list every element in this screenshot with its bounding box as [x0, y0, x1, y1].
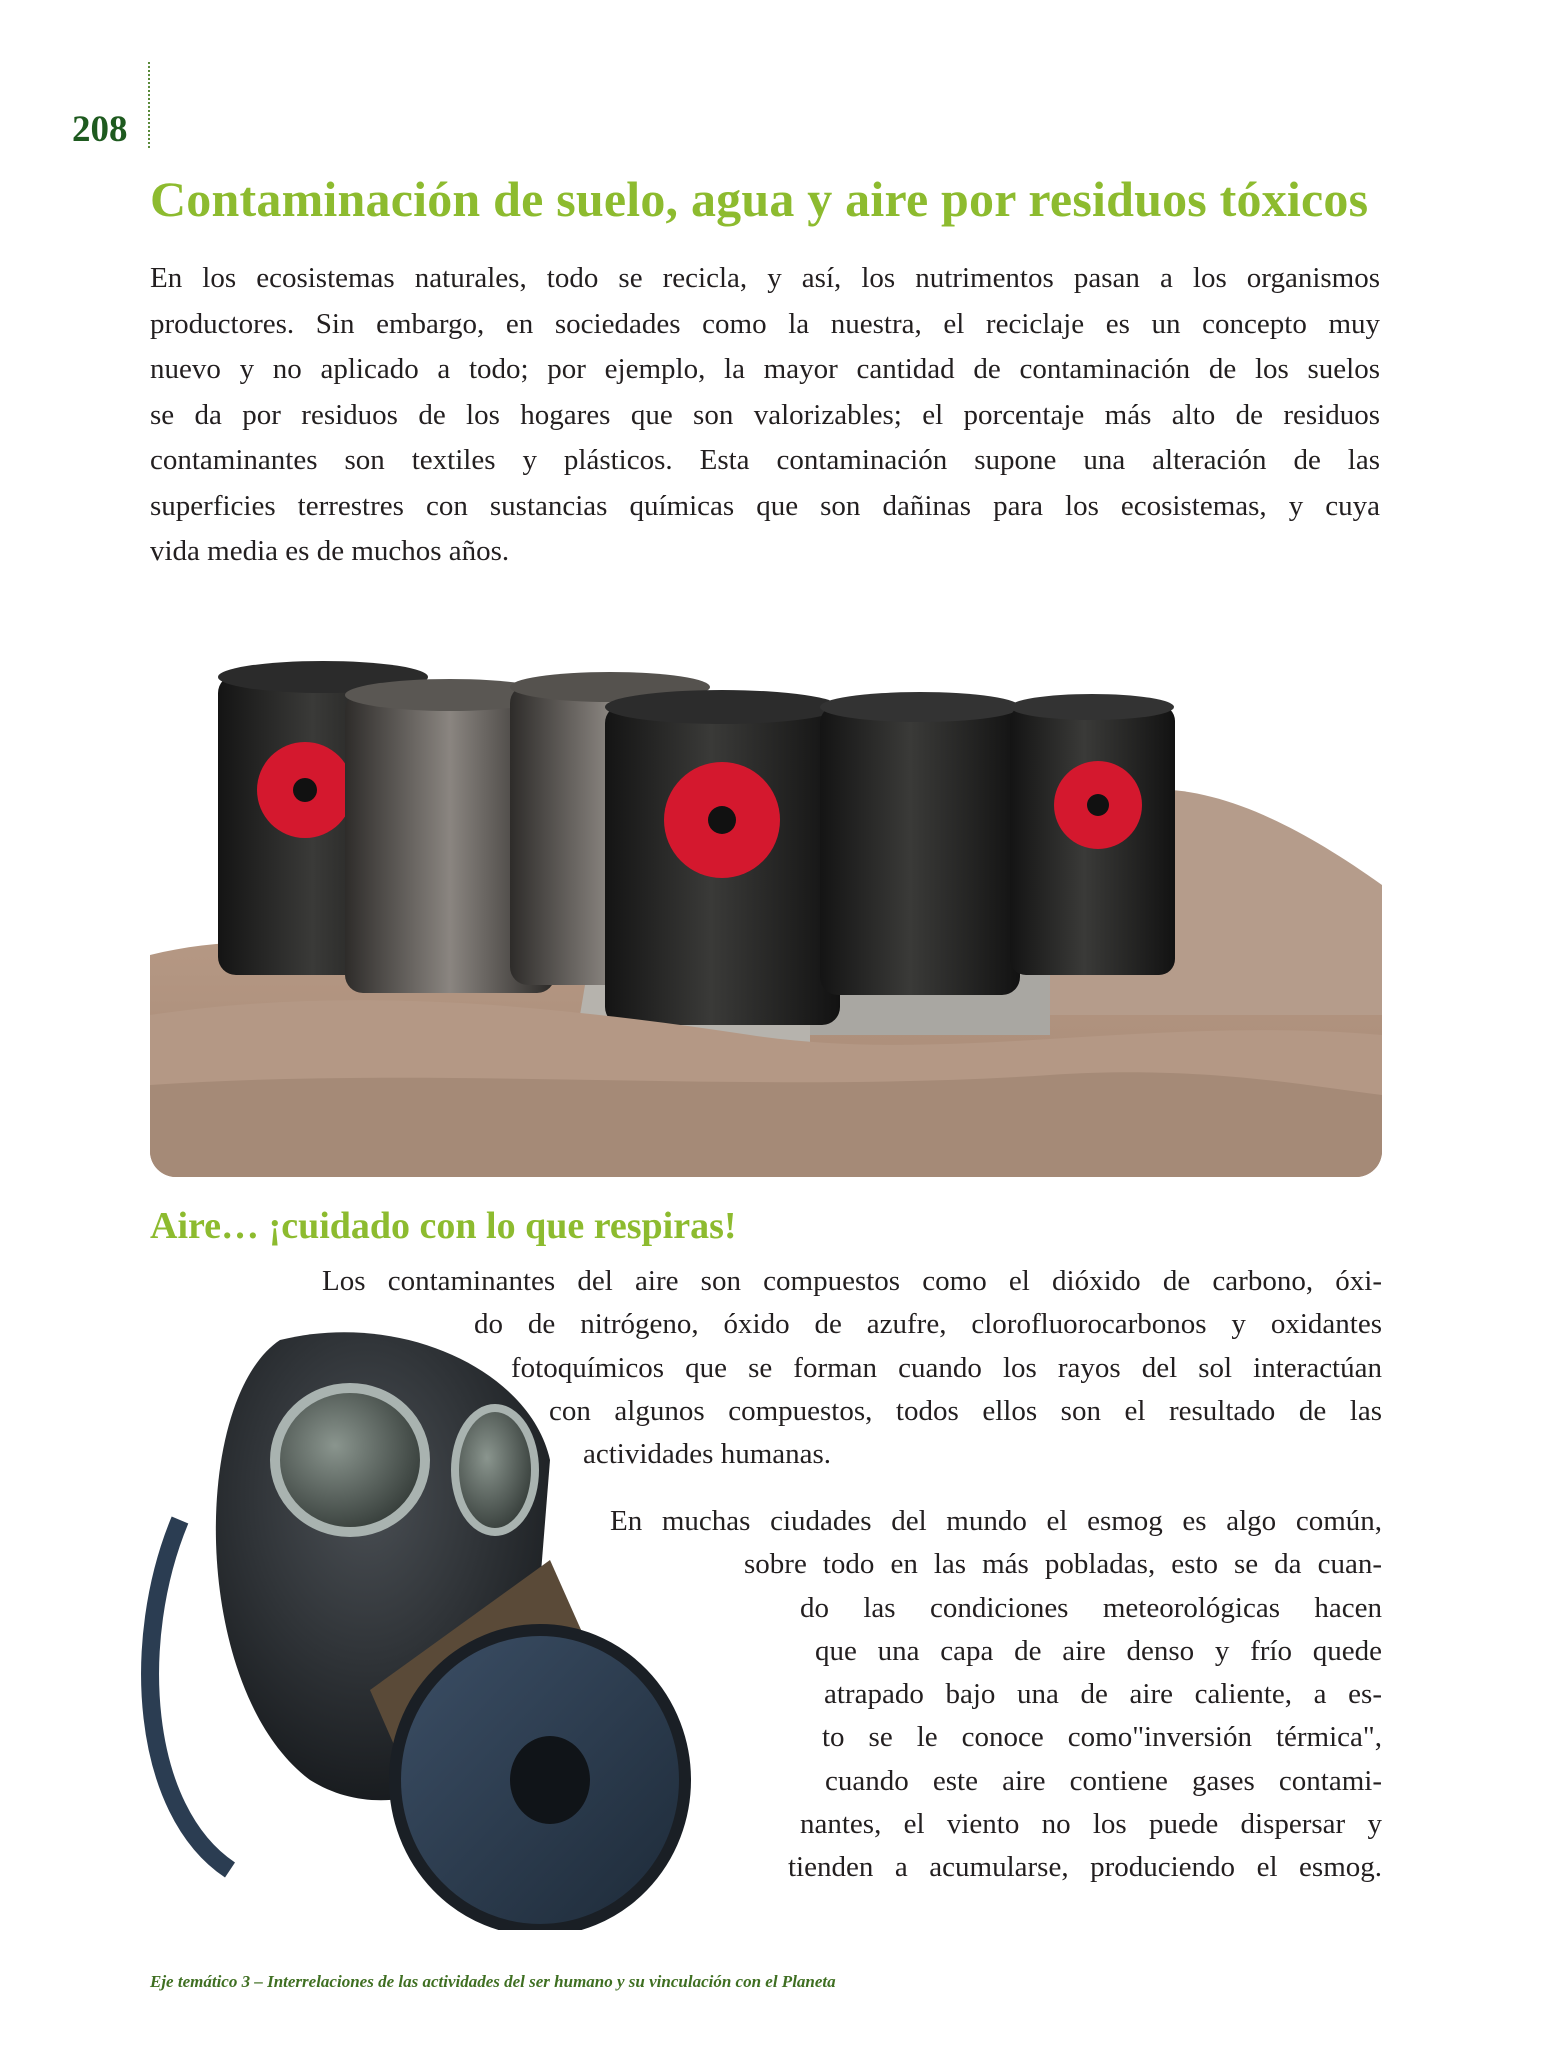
page-footer: Eje temático 3 – Interrelaciones de las actividades del ser humano y su vinculación con el Planeta: [150, 1972, 836, 1991]
air-line: do de nitrógeno, óxido de azufre, clorofluorocarbonos y oxidantes: [474, 1308, 1382, 1341]
barrel: [605, 690, 840, 1025]
air-line: tienden a acumularse, produciendo el esmog.: [788, 1851, 1382, 1884]
air-line: do las condiciones meteorológicas hacen: [800, 1591, 1382, 1624]
air-line: actividades humanas.: [583, 1438, 832, 1471]
intro-line: se da por residuos de los hogares que son valorizables; el porcentaje más alto de residuos: [150, 398, 1380, 431]
toxic-barrels-image: [150, 655, 1382, 1177]
air-paragraph-1: [322, 1260, 1382, 1476]
page-title: Contaminación de suelo, agua y aire por residuos tóxicos: [150, 171, 1369, 227]
air-line: sobre todo en las más pobladas, esto se da cuan-: [744, 1548, 1382, 1581]
intro-line: nuevo y no aplicado a todo; por ejemplo, la mayor cantidad de contaminación de los suelos: [150, 353, 1380, 385]
air-line: que una capa de aire denso y frío quede: [815, 1634, 1382, 1667]
intro-line: superficies terrestres con sustancias químicas que son dañinas para los ecosistemas, y cuya: [150, 489, 1380, 522]
barrel: [820, 692, 1020, 995]
air-line: fotoquímicos que se forman cuando los rayos del sol interactúan: [511, 1351, 1382, 1384]
air-line: con algunos compuestos, todos ellos son el resultado de las: [549, 1394, 1382, 1427]
page-number-rule: [148, 62, 150, 148]
barrel: [1010, 694, 1175, 975]
intro-line: contaminantes son textiles y plásticos. Esta contaminación supone una alteración de las: [150, 444, 1380, 476]
intro-line: productores. Sin embargo, en sociedades como la nuestra, el reciclaje es un concepto muy: [150, 307, 1380, 340]
page-number: 208: [72, 109, 128, 150]
air-line: En muchas ciudades del mundo el esmog es algo común,: [610, 1505, 1382, 1537]
intro-line: vida media es de muchos años.: [150, 535, 510, 567]
air-line: atrapado bajo una de aire caliente, a es-: [824, 1678, 1382, 1711]
intro-paragraph: [150, 256, 1380, 575]
air-line: nantes, el viento no los puede dispersar y: [800, 1808, 1382, 1841]
section-subtitle: Aire… ¡cuidado con lo que respiras!: [150, 1205, 737, 1247]
air-line: cuando este aire contiene gases contami-: [825, 1764, 1382, 1797]
air-paragraph-2: [610, 1500, 1382, 1890]
intro-line: En los ecosistemas naturales, todo se recicla, y así, los nutrimentos pasan a los organismos: [150, 262, 1380, 294]
air-line: to se le conoce como"inversión térmica",: [822, 1721, 1382, 1754]
air-line: Los contaminantes del aire son compuestos como el dióxido de carbono, óxi-: [322, 1265, 1382, 1297]
